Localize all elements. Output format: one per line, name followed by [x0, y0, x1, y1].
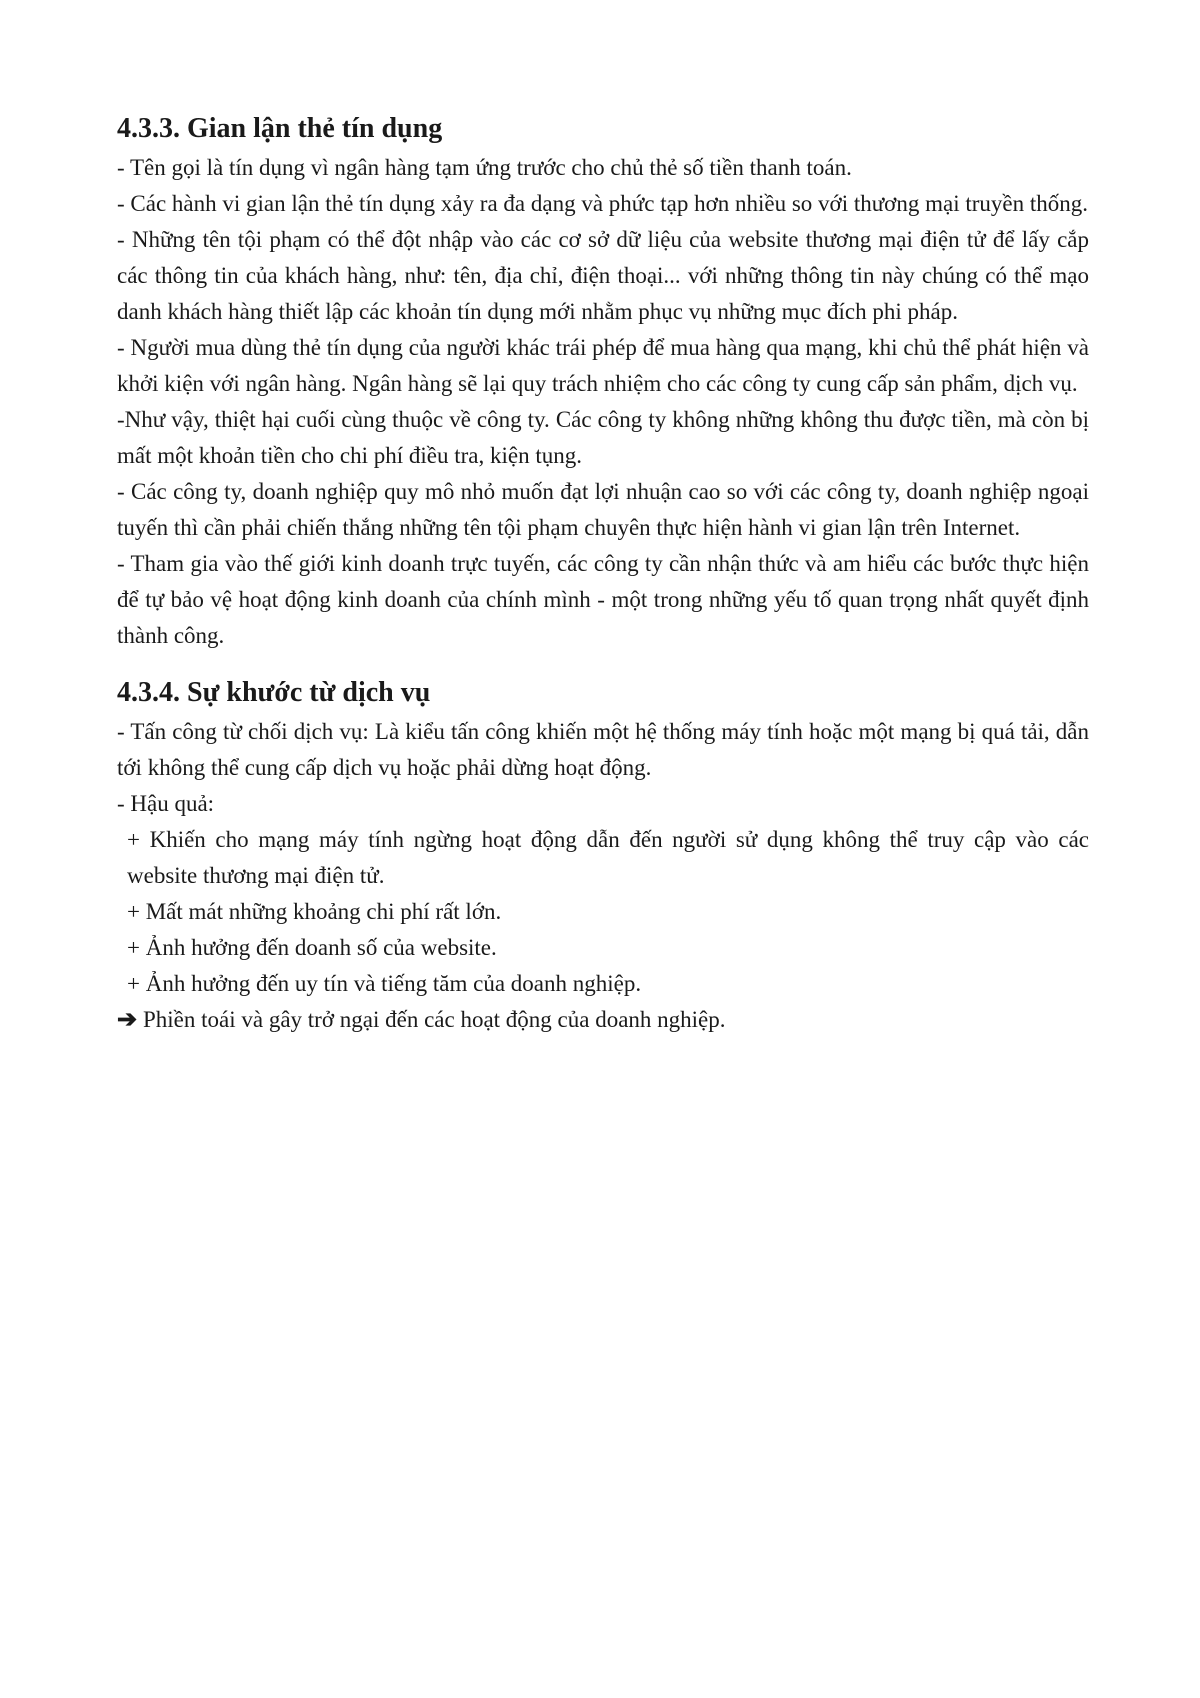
- paragraph: - Các công ty, doanh nghiệp quy mô nhỏ muốn đạt lợi nhuận cao so với các công ty, doanh nghiệp ngoại tuyến thì cần phải chiến thắng những tên tội phạm chuyên thực hiện hành vi gian lận trên Internet.: [117, 479, 1089, 540]
- paragraph: - Hậu quả:: [117, 791, 215, 816]
- consequence-item: + Ảnh hưởng đến doanh số của website.: [127, 935, 497, 960]
- paragraph: - Các hành vi gian lận thẻ tín dụng xảy ra đa dạng và phức tạp hơn nhiều so với thương mại truyền thống.: [117, 191, 1088, 216]
- consequence-item: + Mất mát những khoảng chi phí rất lớn.: [127, 899, 502, 924]
- consequence-item: + Khiến cho mạng máy tính ngừng hoạt động dẫn đến người sử dụng không thể truy cập vào các website thương mại điện tử.: [127, 827, 1089, 888]
- paragraph: - Tham gia vào thế giới kinh doanh trực tuyến, các công ty cần nhận thức và am hiểu các bước thực hiện để tự bảo vệ hoạt động kinh doanh của chính mình - một trong những yếu tố quan trọng nhất quyết định thành công.: [117, 551, 1089, 648]
- paragraph: - Những tên tội phạm có thể đột nhập vào các cơ sở dữ liệu của website thương mại điện tử để lấy cắp các thông tin của khách hàng, như: tên, địa chỉ, điện thoại... với những thông tin này chúng có thể mạo danh khách hàng thiết lập các khoản tín dụng mới nhằm phục vụ những mục đích phi pháp.: [117, 227, 1089, 324]
- section-title: 4.3.3. Gian lận thẻ tín dụng: [117, 113, 443, 144]
- paragraph: - Người mua dùng thẻ tín dụng của người khác trái phép để mua hàng qua mạng, khi chủ thể phát hiện và khởi kiện với ngân hàng. Ngân hàng sẽ lại quy trách nhiệm cho các công ty cung cấp sản phẩm, dịch vụ.: [117, 335, 1089, 396]
- paragraph: - Tấn công từ chối dịch vụ: Là kiểu tấn công khiến một hệ thống máy tính hoặc một mạng bị quá tải, dẫn tới không thể cung cấp dịch vụ hoặc phải dừng hoạt động.: [117, 719, 1089, 780]
- document-page: [117, 108, 1089, 1038]
- conclusion-text: Phiền toái và gây trở ngại đến các hoạt động của doanh nghiệp.: [143, 1007, 726, 1032]
- section-title: 4.3.4. Sự khước từ dịch vụ: [117, 677, 431, 708]
- section-denial-of-service: [117, 672, 1089, 1038]
- conclusion-line: [117, 1002, 1089, 1038]
- paragraph: -Như vậy, thiệt hại cuối cùng thuộc về công ty. Các công ty không những không thu được tiền, mà còn bị mất một khoản tiền cho chi phí điều tra, kiện tụng.: [117, 407, 1089, 468]
- consequence-item: + Ảnh hưởng đến uy tín và tiếng tăm của doanh nghiệp.: [127, 971, 642, 996]
- arrow-right-icon: ➔: [117, 1007, 138, 1033]
- section-credit-card-fraud: [117, 108, 1089, 654]
- paragraph: - Tên gọi là tín dụng vì ngân hàng tạm ứng trước cho chủ thẻ số tiền thanh toán.: [117, 155, 852, 180]
